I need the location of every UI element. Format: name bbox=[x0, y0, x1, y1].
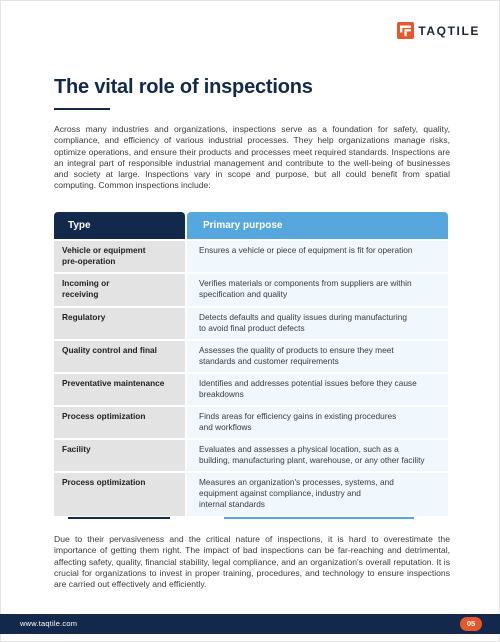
table-footer-rule-left bbox=[68, 517, 170, 519]
page-footer bbox=[0, 614, 500, 634]
logo-text: TAQTILE bbox=[418, 23, 480, 38]
row-type: Incoming or receiving bbox=[54, 274, 185, 306]
row-purpose: Finds areas for efficiency gains in existing procedures and workflows bbox=[187, 407, 448, 438]
intro-paragraph: Across many industries and organizations, inspections serve as a foundation for safety, quality, compliance, and efficiency of various industrial processes. They help organizations manage risks, optimize operations, and ensure their products and processes meet required standards. Inspections are an integral part of responsible industrial management and contribute to the well-being of businesses and society at large. Inspections vary in scope and purpose, but all could benefit from spatial computing. Common inspections include: bbox=[54, 124, 450, 191]
table-row bbox=[54, 407, 448, 438]
page-number-badge: 05 bbox=[460, 617, 482, 631]
row-purpose: Measures an organization's processes, systems, and equipment against compliance, industry and internal standards bbox=[187, 473, 448, 516]
taqtile-logo bbox=[397, 22, 480, 39]
row-purpose: Assesses the quality of products to ensure they meet standards and customer requirements bbox=[187, 341, 448, 372]
table-row bbox=[54, 341, 448, 372]
table-row bbox=[54, 241, 448, 272]
inspection-types-table bbox=[54, 212, 448, 516]
table-row bbox=[54, 274, 448, 306]
row-purpose: Ensures a vehicle or piece of equipment is fit for operation bbox=[187, 241, 448, 272]
row-type: Process optimization bbox=[54, 407, 185, 438]
tq-logo-icon bbox=[397, 22, 414, 39]
row-purpose: Verifies materials or components from suppliers are within specification and quality bbox=[187, 274, 448, 306]
table-footer-rule-right bbox=[224, 517, 414, 519]
row-type: Process optimization bbox=[54, 473, 185, 516]
table-row bbox=[54, 308, 448, 339]
row-type: Quality control and final bbox=[54, 341, 185, 372]
type-column-header: Type bbox=[54, 212, 185, 239]
row-type: Preventative maintenance bbox=[54, 374, 185, 405]
row-type: Facility bbox=[54, 440, 185, 471]
row-purpose: Evaluates and assesses a physical location, such as a building, manufacturing plant, warehouse, or any other facility bbox=[187, 440, 448, 471]
page-title: The vital role of inspections bbox=[54, 76, 313, 98]
table-header bbox=[54, 212, 448, 239]
table-row bbox=[54, 440, 448, 471]
row-purpose: Detects defaults and quality issues during manufacturing to avoid final product defects bbox=[187, 308, 448, 339]
purpose-column-header: Primary purpose bbox=[187, 212, 448, 239]
title-underline bbox=[54, 108, 110, 110]
table-row bbox=[54, 473, 448, 516]
closing-paragraph: Due to their pervasiveness and the critical nature of inspections, it is hard to overestimate the importance of getting them right. The impact of bad inspections can be far-reaching and detrimental, affecting safety, quality, financial stability, legal compliance, and an organization's overall reputation. It is crucial for organizations to invest in proper training, procedures, and technology to ensure inspections are carried out effectively and efficiently. bbox=[54, 534, 450, 590]
table-row bbox=[54, 374, 448, 405]
website-link[interactable]: www.taqtile.com bbox=[20, 619, 78, 628]
row-type: Vehicle or equipment pre-operation bbox=[54, 241, 185, 272]
row-type: Regulatory bbox=[54, 308, 185, 339]
row-purpose: Identifies and addresses potential issues before they cause breakdowns bbox=[187, 374, 448, 405]
